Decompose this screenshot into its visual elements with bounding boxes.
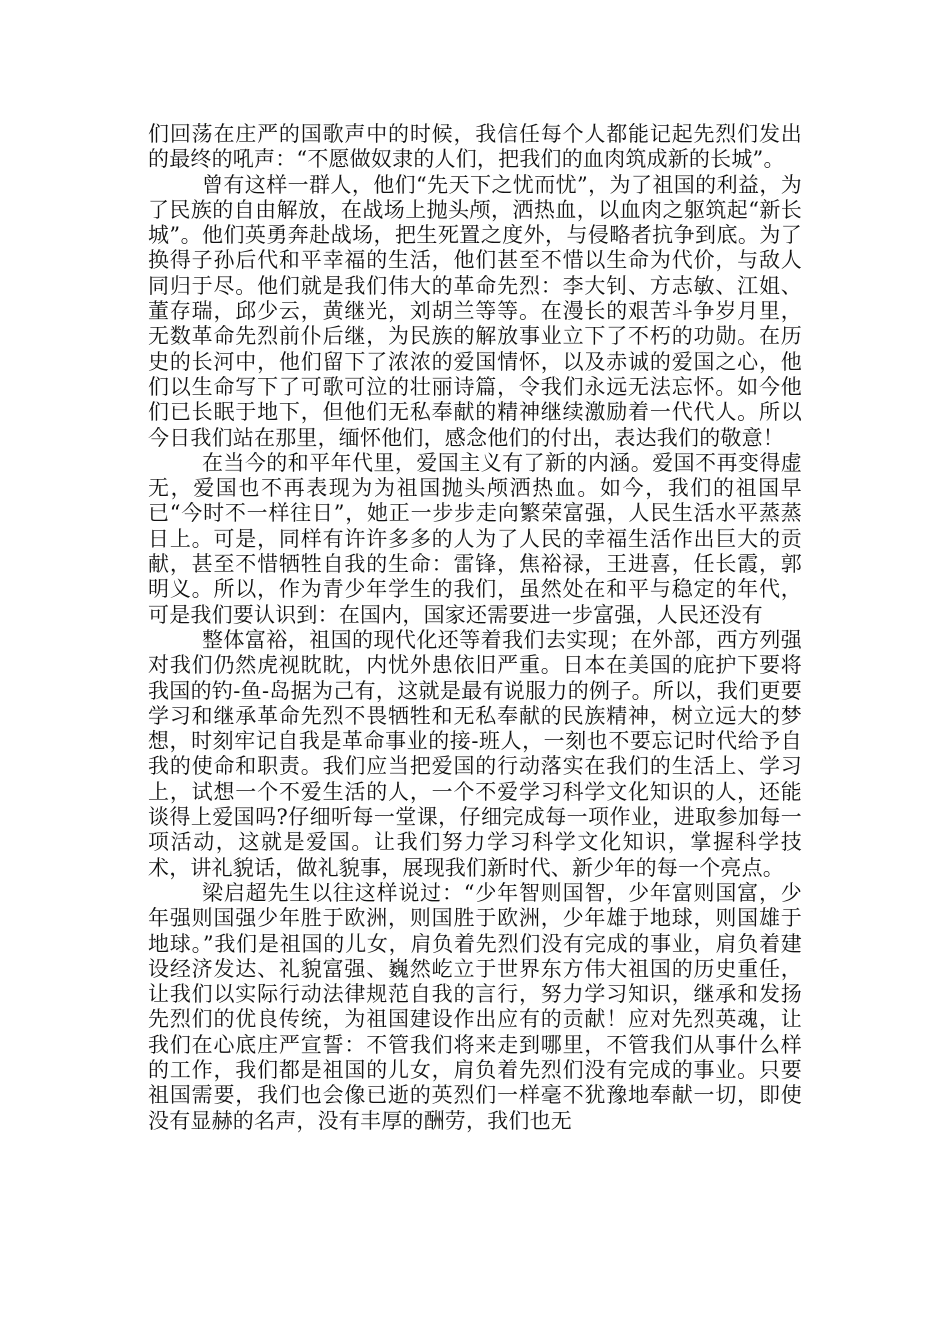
paragraph-martyrs: 曾有这样一群人，他们“先天下之忧而忧”，为了祖国的利益，为了民族的自由解放，在战场上抛头颅，洒热血，以血肉之躯筑起“新长城”。他们英勇奔赴战场，把生死置之度外，与侵略者抗争到底。为了换得子孙后代和平幸福的生活，他们甚至不惜以生命为代价，与敌人同归于尽。他们就是我们伟大的革命先烈：李大钊、方志敏、江姐、董存瑞，邱少云，黄继光，刘胡兰等等。在漫长的艰苦斗争岁月里，无数革命先烈前仆后继，为民族的解放事业立下了不朽的功勋。在历史的长河中，他们留下了浓浓的爱国情怀，以及赤诚的爱国之心，他们以生命写下了可歌可泣的壮丽诗篇，令我们永远无法忘怀。如今他们已长眠于地下，但他们无私奉献的精神继续激励着一代代人。所以今日我们站在那里，缅怀他们，感念他们的付出，表达我们的敬意！ <box>148 172 802 450</box>
paragraph-liang-qichao: 梁启超先生以往这样说过：“少年智则国智，少年富则国富，少年强则国强少年胜于欧洲，则国胜于欧洲，少年雄于地球，则国雄于地球。”我们是祖国的儿女，肩负着先烈们没有完成的事业，肩负着建设经济发达、礼貌富强、巍然屹立于世界东方伟大祖国的历史重任，让我们以实际行动法律规范自我的言行，努力学习知识，继承和发扬先烈们的优良传统，为祖国建设作出应有的贡献！应对先烈英魂，让我们在心底庄严宣誓：不管我们将来走到哪里，不管我们从事什么样的工作，我们都是祖国的儿女，肩负着先烈们没有完成的事业。只要祖国需要，我们也会像已逝的英烈们一样毫不犹豫地奉献一切，即使没有显赫的名声，没有丰厚的酬劳，我们也无 <box>148 880 802 1133</box>
paragraph-peace-era: 在当今的和平年代里，爱国主义有了新的内涵。爱国不再变得虚无，爱国也不再表现为为祖国抛头颅洒热血。如今，我们的祖国早已“今时不一样往日”，她正一步步走向繁荣富强，人民生活水平蒸蒸日上。可是，同样有许许多多的人为了人民的幸福生活作出巨大的贡献，甚至不惜牺牲自我的生命：雷锋，焦裕禄，王进喜，任长霞，郭明义。所以，作为青少年学生的我们，虽然处在和平与稳定的年代，可是我们要认识到：在国内，国家还需要进一步富强，人民还没有 <box>148 450 802 627</box>
paragraph-continuation: 们回荡在庄严的国歌声中的时候，我信任每个人都能记起先烈们发出的最终的吼声：“不愿做奴隶的人们，把我们的血肉筑成新的长城”。 <box>148 122 802 172</box>
body-text <box>148 122 802 1134</box>
paragraph-modernization: 整体富裕，祖国的现代化还等着我们去实现；在外部，西方列强对我们仍然虎视眈眈，内忧外患依旧严重。日本在美国的庇护下要将我国的钓-鱼-岛据为己有，这就是最有说服力的例子。所以，我们更要学习和继承革命先烈不畏牺牲和无私奉献的民族精神，树立远大的梦想，时刻牢记自我是革命事业的接-班人，一刻也不要忘记时代给予自我的使命和职责。我们应当把爱国的行动落实在我们的生活上、学习上，试想一个不爱生活的人，一个不爱学习科学文化知识的人，还能谈得上爱国吗?仔细听每一堂课，仔细完成每一项作业，进取参加每一项活动，这就是爱国。让我们努力学习科学文化知识，掌握科学技术，讲礼貌话，做礼貌事，展现我们新时代、新少年的每一个亮点。 <box>148 627 802 880</box>
